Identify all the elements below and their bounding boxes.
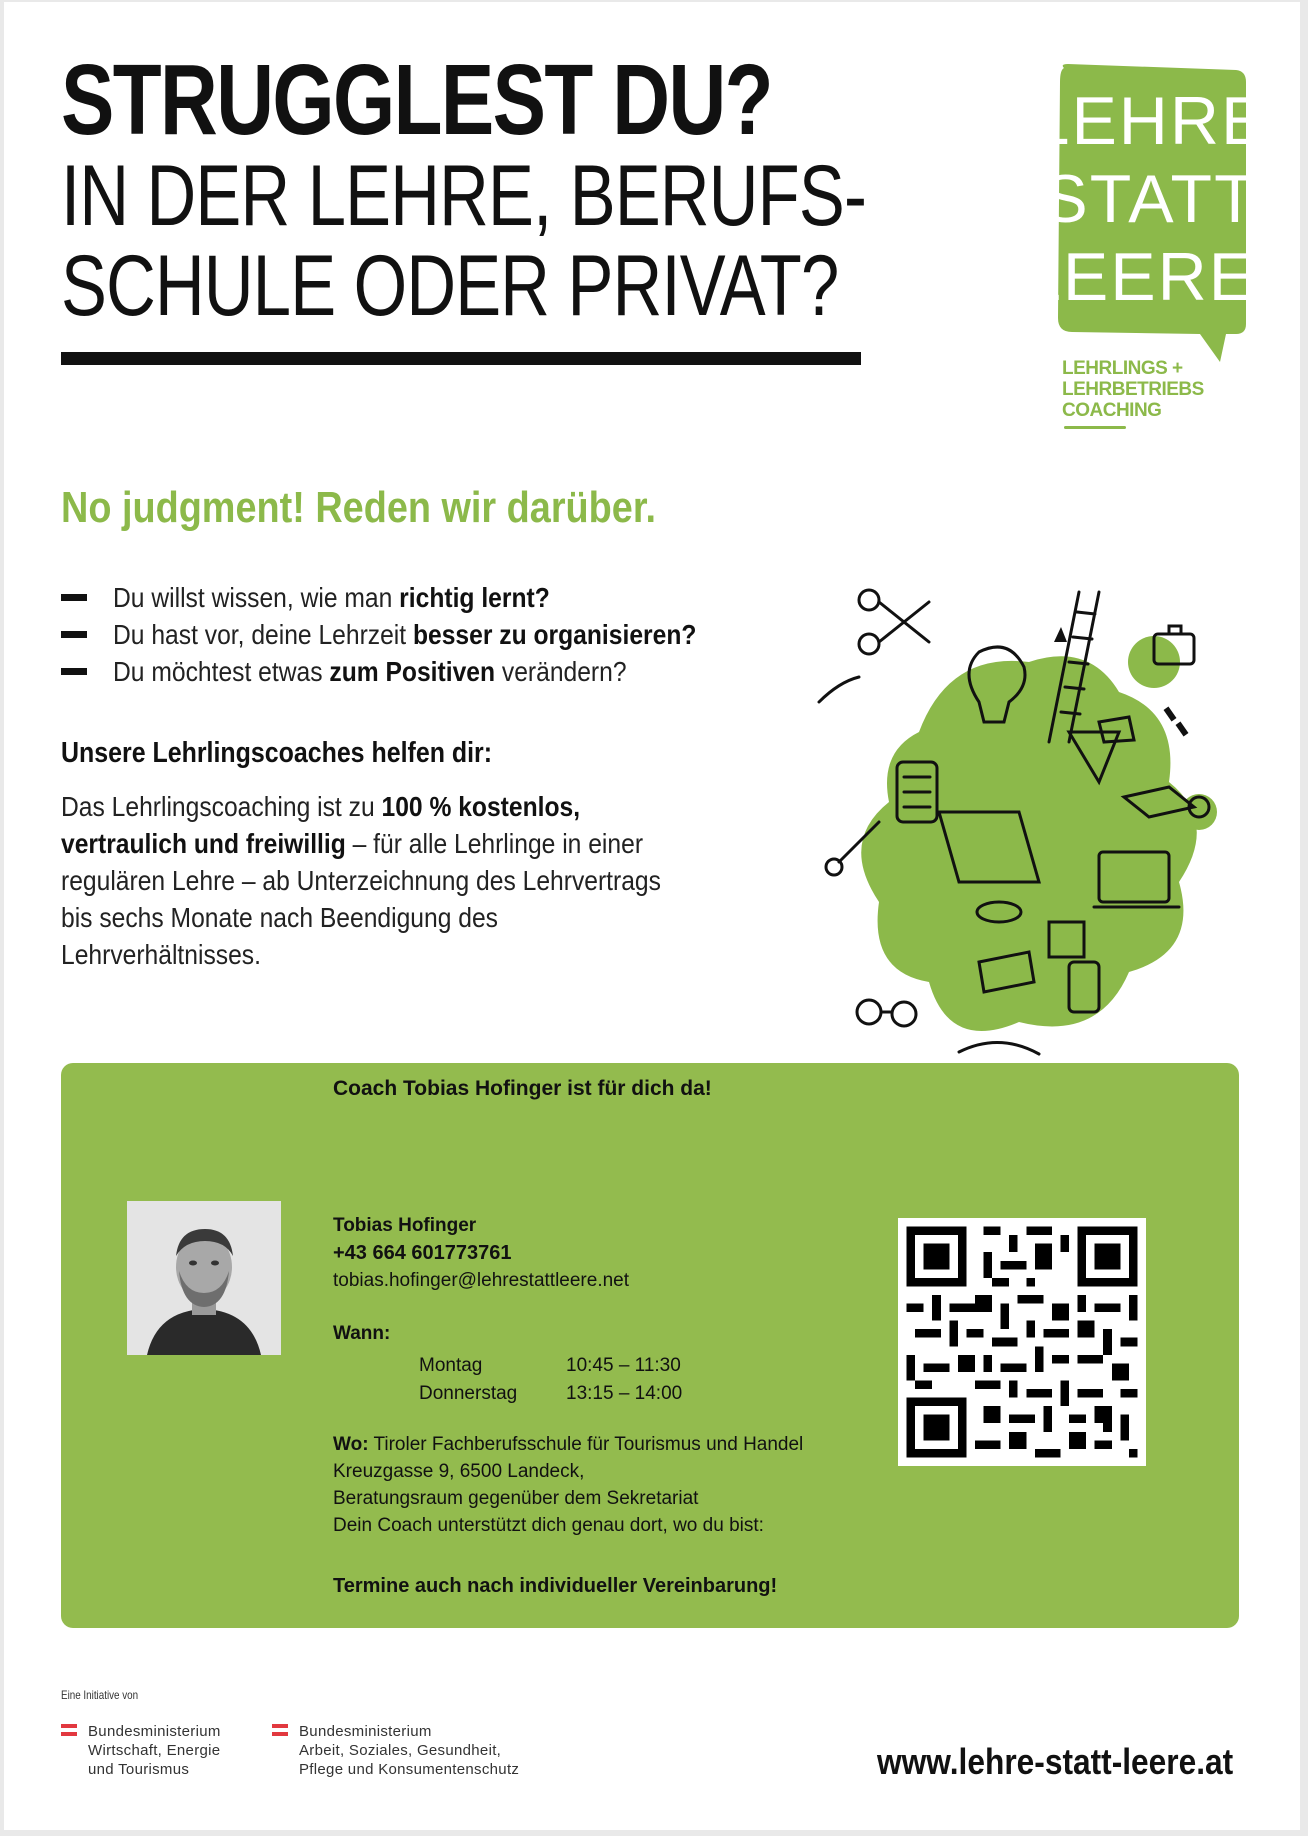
- avatar: [127, 1201, 281, 1355]
- dash-icon: [61, 594, 87, 601]
- logo-sub-1: LEHRLINGS +: [1062, 358, 1183, 379]
- schedule-row: [419, 1380, 683, 1408]
- logo-underline: [1064, 426, 1126, 429]
- logo-sub-2: LEHRBETRIEBS: [1062, 379, 1204, 400]
- where-label: Wo:: [333, 1434, 369, 1455]
- coach-email[interactable]: tobias.hofinger@lehrestattleere.net: [333, 1270, 630, 1291]
- contact-details: [333, 1213, 629, 1294]
- location-block: [333, 1431, 803, 1539]
- when-label: Wann:: [333, 1323, 391, 1344]
- appointment-note: Termine auch nach individueller Vereinbarung!: [333, 1575, 778, 1597]
- location-note: Dein Coach unterstützt dich genau dort, wo du bist:: [333, 1515, 764, 1536]
- schedule-day: Montag: [419, 1355, 483, 1376]
- helpers-heading: Unsere Lehrlingscoaches helfen dir:: [61, 737, 493, 769]
- austria-flag-icon: [61, 1724, 77, 1736]
- dash-icon: [61, 631, 87, 638]
- coach-phone[interactable]: +43 664 601773761: [333, 1242, 512, 1264]
- schedule-time: 13:15 – 14:00: [566, 1383, 683, 1404]
- dash-icon: [61, 668, 87, 675]
- logo-sub-3: COACHING: [1062, 400, 1162, 421]
- location-room: Beratungsraum gegenüber dem Sekretariat: [333, 1488, 699, 1509]
- info-paragraph: Das Lehrlingscoaching ist zu 100 % kostenlos, vertraulich und freiwillig – für alle Lehrlinge in einer regulären Lehre – ab Unterzeichnung des Lehrvertrags bis sechs Monate nach Beendigung des Lehrverhältnisses.: [61, 791, 661, 970]
- logo-subtitle: [1062, 358, 1204, 421]
- initiative-label: Eine Initiative von: [61, 1688, 139, 1702]
- headline-primary: STRUGGLEST DU?: [61, 44, 772, 156]
- qr-code-icon[interactable]: [898, 1218, 1146, 1466]
- coach-info-box: [61, 1063, 1239, 1628]
- poster-page: STRUGGLEST DU? IN DER LEHRE, BERUFS- SCHULE ODER PRIVAT? LEHRE STATT LEERE. LEHRLINGS + LEHRBETRIEBS COACHING No judgment! Reden wir darüber. Du willst wissen, wie man richtig lernt? Du hast vor, deine Lehrzeit besser zu organisieren? Du möchtest etwas zum Positiven verändern? Unsere Lehrlingscoaches helfen dir: Das Lehrlingscoaching ist zu 100 % kostenlos, vertraulich und freiwillig – für alle Lehrlinge in einer regulären Lehre – ab Unterzeichnung des Lehrvertrags bis sechs Monate nach Beendigung des Lehrverhältnisses. Coach Tobias Hofinger ist für dich da! Tobias Hofinger +43 664 601773761 tobias.hofinger@lehrestattleere.net Wann: Montag 10:45 – 11:30 Donnerstag 13:15 – 14:00 Wo: Tiroler Fachberufsschule für Tourismus und Handel Kreuzgasse 9, 6500 Landeck, Beratungsraum gegenüber dem Sekretariat Dein Coach unterstützt dich genau dort, wo du bist: Termine auch nach individueller Vereinbarung! Eine Initiative von Bundesministerium Wirtschaft, Energie und Tourismus Bundesministerium Arbeit, Soziales, Gesundheit, Pflege und Konsumentenschutz www.lehre-statt-leere.at: [4, 2, 1300, 1830]
- logo-word-leere: LEERE.: [1023, 239, 1277, 315]
- coach-box-title: Coach Tobias Hofinger ist für dich da!: [333, 1077, 712, 1100]
- austria-flag-icon: [272, 1724, 288, 1736]
- logo-word-statt: STATT: [1042, 161, 1258, 237]
- location-address: Kreuzgasse 9, 6500 Landeck,: [333, 1461, 585, 1482]
- subheading: No judgment! Reden wir darüber.: [61, 483, 656, 532]
- schedule: [419, 1352, 683, 1408]
- logo-word-lehre: LEHRE: [1031, 83, 1269, 159]
- schedule-time: 10:45 – 11:30: [566, 1355, 681, 1376]
- headline-line-2: IN DER LEHRE, BERUFS-: [61, 148, 867, 244]
- schedule-day: Donnerstag: [419, 1383, 518, 1404]
- website-link[interactable]: www.lehre-statt-leere.at: [877, 1741, 1234, 1782]
- schedule-row: [419, 1352, 681, 1380]
- coaching-doodle-icon: [799, 582, 1239, 1067]
- headline-rule: [61, 352, 861, 365]
- coach-name: Tobias Hofinger: [333, 1215, 477, 1236]
- headline-line-3: SCHULE ODER PRIVAT?: [61, 238, 839, 334]
- location-school: Tiroler Fachberufsschule für Tourismus und Handel: [368, 1434, 804, 1455]
